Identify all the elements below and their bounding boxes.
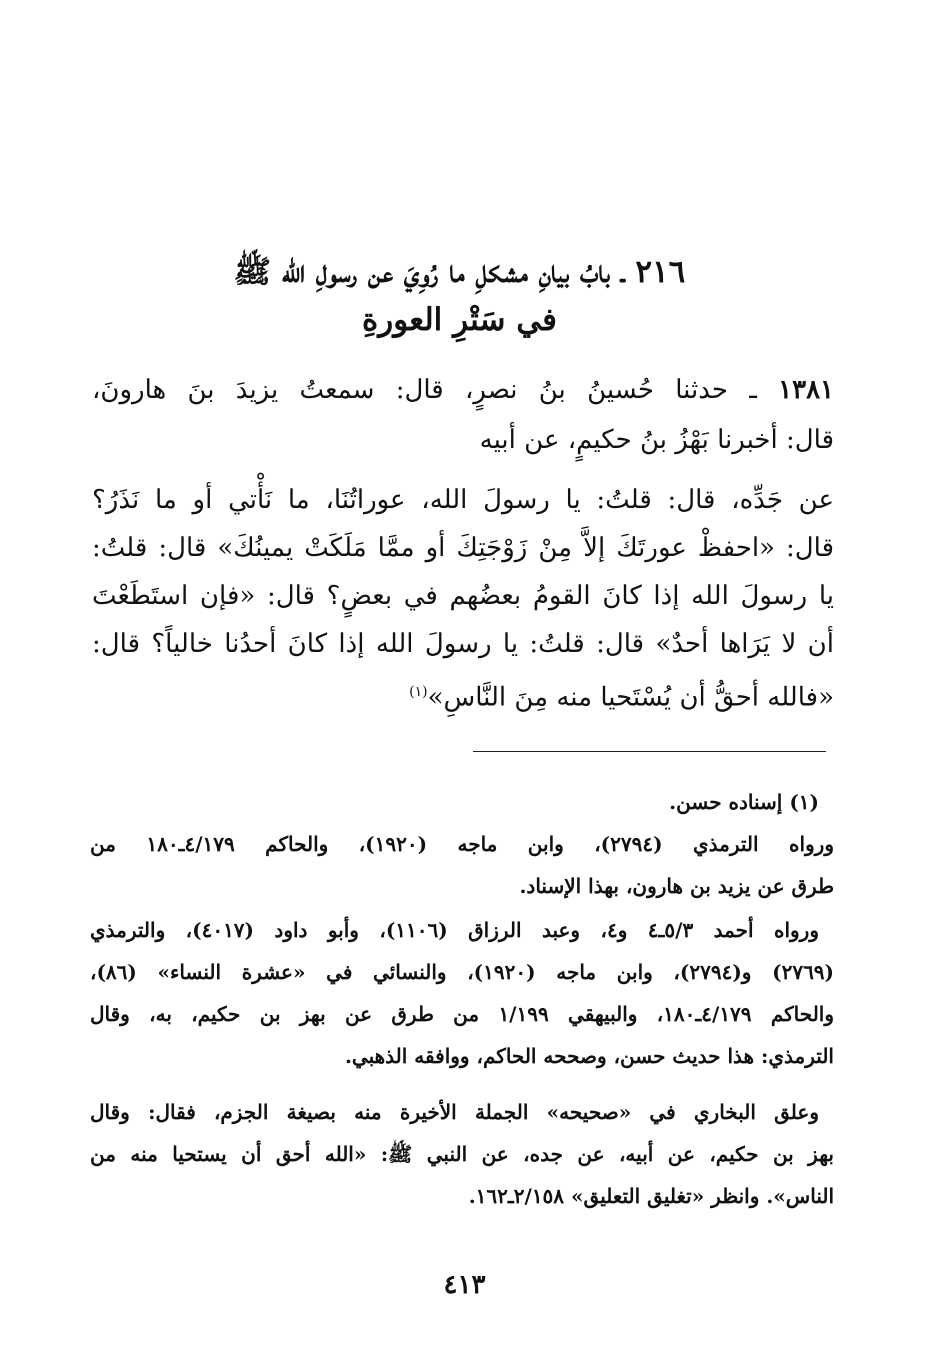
hadith-line-4: قال: «احفظْ عورتَكَ إلاَّ مِنْ زَوْجَتِكَ أو ممَّا مَلَكَتْ يمينُكَ» قال: قلتُ: bbox=[92, 533, 834, 563]
hadith-line-7-text: «فالله أحقُّ أن يُسْتَحيا منه مِنَ النَّاسِ» bbox=[427, 682, 834, 713]
footnote-line-5: (٢٧٦٩) و(٢٧٩٤)، وابن ماجه (١٩٢٠)، والنسائي في «عشرة النساء» (٨٦)، bbox=[90, 960, 835, 984]
footnote-marker: (١) bbox=[409, 684, 428, 700]
footnote-line-1: (١) إسناده حسن. bbox=[669, 790, 819, 814]
hadith-line-3: عن جَدِّه، قال: قلتُ: يا رسولَ الله، عوراتُنَا، ما نَأْتي أو ما نَذَرُ؟ bbox=[92, 485, 834, 515]
hadith-line-2: قال: أخبرنا بَهْزُ بنُ حكيمٍ، عن أبيه bbox=[479, 425, 834, 455]
page-number: ٤١٣ bbox=[443, 1270, 486, 1300]
footnote-line-10: الناس». وانظر «تغليق التعليق» ٢/١٥٨ـ١٦٢. bbox=[468, 1184, 834, 1208]
footnote-line-9: بهز بن حكيم، عن أبيه، عن جده، عن النبي ﷺ: «الله أحق أن يستحيا منه من bbox=[90, 1142, 835, 1166]
footnote-line-2: ورواه الترمذي (٢٧٩٤)، وابن ماجه (١٩٢٠)، والحاكم ٤/١٧٩ـ١٨٠ من bbox=[90, 832, 834, 856]
footnote-line-4: ورواه أحمد ٥/٣ـ٤ و٤، وعبد الرزاق (١١٠٦)، وأبو داود (٤٠١٧)، والترمذي bbox=[90, 918, 819, 942]
hadith-line-1 bbox=[92, 370, 834, 410]
hadith-line-6: أن لا يَرَاها أحدٌ» قال: قلتُ: يا رسولَ الله إذا كانَ أحدُنا خالياً؟ قال: bbox=[92, 629, 834, 659]
footnote-line-7: الترمذي: هذا حديث حسن، وصححه الحاكم، ووافقه الذهبي. bbox=[344, 1044, 834, 1068]
footnote-line-3: طرق عن يزيد بن هارون، بهذا الإسناد. bbox=[519, 874, 834, 898]
chapter-title-line-2: في سَتْرِ العورةِ bbox=[362, 302, 557, 338]
hadith-number: ١٣٨١ bbox=[778, 375, 835, 405]
footnote-line-6: والحاكم ٤/١٧٩ـ١٨٠، والبيهقي ١/١٩٩ من طرق عن بهز بن حكيم، به، وقال bbox=[90, 1002, 834, 1026]
chapter-title bbox=[140, 248, 779, 344]
footnote-separator bbox=[473, 751, 826, 752]
hadith-line-5: يا رسولَ الله إذا كانَ القومُ بعضُهم في بعضٍ؟ قال: «فإن استَطَعْتَ bbox=[92, 581, 834, 611]
hadith-line-1-text: ـ حدثنا حُسينُ بنُ نصرٍ، قال: سمعتُ يزيدَ بنَ هارونَ، bbox=[92, 375, 757, 405]
footnote-line-8: وعلق البخاري في «صحيحه» الجملة الأخيرة منه بصيغة الجزم، فقال: وقال bbox=[90, 1100, 819, 1124]
hadith-line-7 bbox=[92, 672, 834, 718]
chapter-title-line-1: ٢١٦ ـ بابُ بيانِ مشكلِ ما رُوِيَ عن رسولِ الله ﷺ bbox=[233, 254, 686, 290]
